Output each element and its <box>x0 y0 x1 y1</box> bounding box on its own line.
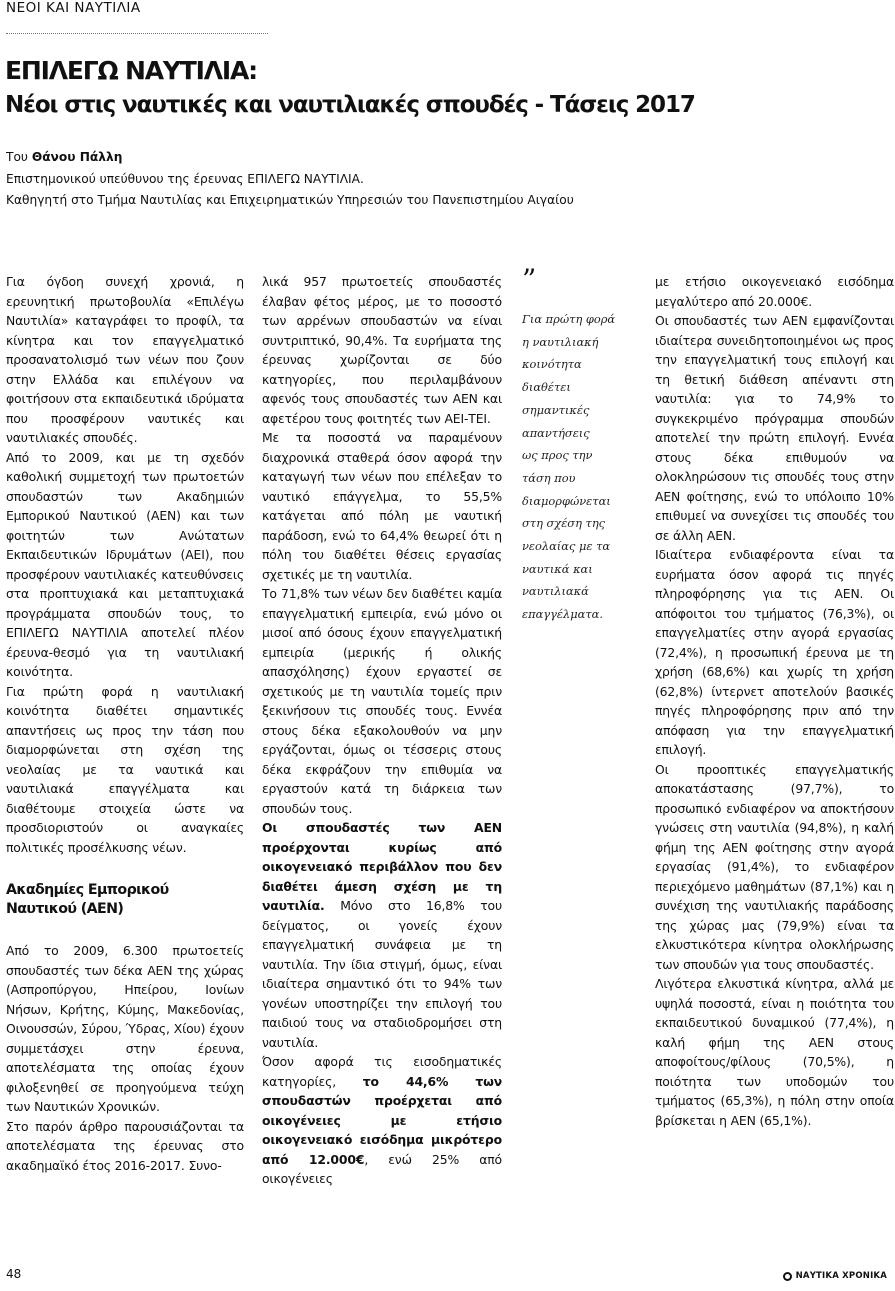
page-number: 48 <box>6 1267 22 1281</box>
pull-quote-line: η ναυτιλιακή <box>522 334 599 349</box>
bold-highlight: το 44,6% των σπουδαστών προέρχεται από οικογένειες με ετήσιο οικογενειακό εισόδημα μικρότερο από 12.000€ <box>262 1073 502 1167</box>
author-affiliation: Καθηγητή στο Τμήμα Ναυτιλίας και Επιχειρηματικών Υπηρεσιών του Πανεπιστημίου Αιγαίου <box>6 193 574 207</box>
pull-quote-line: τάση που <box>522 470 576 485</box>
paragraph-text: , ενώ 25% από οικογένειες <box>262 1151 502 1186</box>
paragraph: Με τα ποσοστά να παραμένουν διαχρονικά σταθερά όσον αφορά την καταγωγή των νέων που επέλεξαν το ναυτικό επάγγελμα, το 55,5% κατάγεται από πόλη με ναυτική παράδοση, ενώ το 64,4% θεωρεί ότι η πόλη του διαθέτει θέσεις εργασίας σχετικές με τη ναυτιλία. <box>262 430 502 582</box>
paragraph: Ιδιαίτερα ενδιαφέροντα είναι τα ευρήματα όσον αφορά τις πηγές πληροφόρησης για τις ΑΕΝ. Οι απόφοιτοι του τμήματος (76,3%), οι επαγγελματίες στην αγορά εργασίας (72,4%), η προσωπική έρευνα με τη χρήση (68,6%) και χωρίς τη χρήση (62,8%) ίντερνετ αποτελούν βασικές πηγές πληροφόρησης πριν από την απόφαση για την επαγγελματική επιλογή. <box>655 547 894 757</box>
magazine-logo-icon <box>783 1272 792 1281</box>
bold-highlight: Οι σπουδαστές των ΑΕΝ προέρχονται κυρίως από οικογενειακό περιβάλλον που δεν διαθέτει άμεση σχέση με τη ναυτιλία. <box>262 820 502 913</box>
text-column-2 <box>262 272 502 1189</box>
pull-quote-line: ναυτικά και <box>522 561 593 576</box>
paragraph-text: Όσον αφορά τις εισοδηματικές κατηγορίες, <box>262 1054 502 1089</box>
pull-quote-line: κοινότητα <box>522 357 582 372</box>
text-column-1 <box>6 272 244 1175</box>
paragraph: Οι προοπτικές επαγγελματικής αποκατάστασης (97,7%), το προσωπικό ενδιαφέρον να αποκτήσουν γνώσεις στη ναυτιλία (94,8%), η καλή φήμη της ΑΕΝ φοίτησης στην αγορά εργασίας (91,4%), το ενδιαφέρον περιεχόμενο μαθημάτων (87,1%) και η συνέχιση της ναυτιλιακής παράδοσης της χώρας μας (79,9%) είναι τα ελκυστικότερα κίνητρα ολοκλήρωσης των σπουδών για τους σπουδαστές. <box>655 761 894 972</box>
pull-quote <box>522 308 640 626</box>
byline <box>6 150 122 164</box>
pull-quote-line: απαντήσεις <box>522 425 590 440</box>
paragraph: Λιγότερα ελκυστικά κίνητρα, αλλά με υψηλά ποσοστά, είναι η ποιότητα του εκπαιδευτικού δυναμικού (77,4%), η καλή φήμη της ΑΕΝ στους αποφοίτους/φίλους (70,5%), η ποιότητα των υποδομών του τμήματος (65,3%), η πόλη στην οποία βρίσκεται η ΑΕΝ (65,1%). <box>655 976 894 1128</box>
subheading-line: Ναυτικού (ΑΕΝ) <box>6 901 124 917</box>
paragraph <box>262 1052 502 1189</box>
paragraph: με ετήσιο οικογενειακό εισόδημα μεγαλύτερο από 20.000€. <box>655 274 894 309</box>
pull-quote-line: ναυτιλιακά <box>522 584 589 599</box>
paragraph: Από το 2009, και με τη σχεδόν καθολική συμμετοχή των πρωτοετών σπουδαστών των Ακαδημιών Εμπορικού Ναυτικού (ΑΕΝ) και των φοιτητών των Ανώτατων Εκπαιδευτικών Ιδρυμάτων (ΑΕΙ), που προσφέρουν ναυτιλιακές κατευθύνσεις στα προπτυχιακά και μεταπτυχιακά προγράμματα σπουδών τους, το ΕΠΙΛΕΓΩ ΝΑΥΤΙΛΙΑ αποτελεί πλέον έρευνα-θεσμό για τη ναυτιλιακή κοινότητα. <box>6 449 244 679</box>
paragraph-text: Μόνο στο 16,8% του δείγματος, οι γονείς έχουν επαγγελματική συνάφεια με τη ναυτιλία. Την ίδια στιγμή, όμως, είναι ιδιαίτερα σημαντικό ότι το 94% των γονέων υποστηρίζει την επιλογή του παιδιού τους να σταδιοδρομήσει στη ναυτιλία. <box>262 898 502 1050</box>
section-header: ΝΕΟΙ ΚΑΙ ΝΑΥΤΙΛΙΑ <box>6 0 141 16</box>
author-name: Θάνου Πάλλη <box>31 150 123 164</box>
quote-mark-icon: ” <box>522 263 534 296</box>
header-divider <box>6 33 268 34</box>
paragraph: Για όγδοη συνεχή χρονιά, η ερευνητική πρωτοβουλία «Επιλέγω Ναυτιλία» καταγράφει το προφίλ, τα κίνητρα και τον επαγγελματικό προσανατολισμό των νέων που ζουν στην Ελλάδα και επιλέγουν να φοιτήσουν στα εκπαιδευτικά ιδρύματα που προσφέρουν ναυτικές και ναυτιλιακές σπουδές. <box>6 274 244 445</box>
text-column-4 <box>655 272 894 1130</box>
paragraph: Οι σπουδαστές των ΑΕΝ εμφανίζονται ιδιαίτερα συνειδητοποιημένοι ως προς την επαγγελματική τους επιλογή και τη θετική διάθεση απέναντι στη ναυτιλία: για το 74,9% το συγκεκριμένο πρόγραμμα σπουδών αποτελεί την πρώτη επιλογή. Εννέα στους δέκα επιθυμούν να ολοκληρώσουν τις σπουδές τους στην ΑΕΝ φοίτησης, ενώ το υπόλοιπο 10% επιθυμεί να συνεχίσει τις σπουδές του σε άλλη ΑΕΝ. <box>655 313 894 543</box>
article-subtitle: Νέοι στις ναυτικές και ναυτιλιακές σπουδές - Τάσεις 2017 <box>5 92 695 118</box>
pull-quote-line: διαμορφώνεται <box>522 493 611 508</box>
pull-quote-line: ως προς την <box>522 448 593 463</box>
section-subheading <box>6 881 244 919</box>
pull-quote-line: στη σχέση της <box>522 516 606 531</box>
pull-quote-line: σημαντικές <box>522 402 590 417</box>
paragraph: Το 71,8% των νέων δεν διαθέτει καμία επαγγελματική εμπειρία, ενώ μόνο οι μισοί από όσους έχουν επαγγελματική εμπειρία (μερικής ή ολικής απασχόλησης) έχουν εργαστεί σε σχετικούς με τη ναυτιλία τομείς πριν ξεκινήσουν τις σπουδές τους. Εννέα στους δέκα εξακολουθούν να μην εργάζονται, όμως οι τέσσερις στους δέκα εκφράζουν την επιθυμία να εργαστούν κατά τη διάρκεια των σπουδών τους. <box>262 586 502 816</box>
paragraph <box>262 818 502 1052</box>
magazine-name: ΝΑΥΤΙΚΑ ΧΡΟΝΙΚΑ <box>795 1271 887 1281</box>
paragraph: Για πρώτη φορά η ναυτιλιακή κοινότητα διαθέτει σημαντικές απαντήσεις ως προς την τάση που διαμορφώνεται στη σχέση της νεολαίας με τα ναυτικά και ναυτιλιακά επαγγέλματα και διαθέτουμε στοιχεία ώστε να προσδιοριστούν οι αναγκαίες πολιτικές προσέλκυσης νέων. <box>6 683 244 855</box>
author-role: Επιστημονικού υπεύθυνου της έρευνας ΕΠΙΛΕΓΩ ΝΑΥΤΙΛΙΑ. <box>6 172 364 186</box>
pull-quote-line: Για πρώτη φορά <box>522 312 616 326</box>
subheading-line: Ακαδημίες Εμπορικού <box>6 882 169 898</box>
byline-prefix: Του <box>6 150 32 164</box>
pull-quote-line: επαγγέλματα. <box>522 607 603 622</box>
magazine-brand <box>783 1271 887 1281</box>
article-title: ΕΠΙΛΕΓΩ ΝΑΥΤΙΛΙΑ: <box>5 56 257 85</box>
pull-quote-line: διαθέτει <box>522 380 571 395</box>
pull-quote-line: νεολαίας με τα <box>522 539 611 554</box>
paragraph: Από το 2009, 6.300 πρωτοετείς σπουδαστές των δέκα ΑΕΝ της χώρας (Ασπροπύργου, Ηπείρου, Ιονίων Νήσων, Κρήτης, Κύμης, Μακεδονίας, Οινουσσών, Σύρου, Ύδρας, Χίου) έχουν συμμετάσχει στην έρευνα, αποτελέσματα της οποίας έχουν φιλοξενηθεί σε προηγούμενα τεύχη των Ναυτικών Χρονικών. <box>6 943 244 1114</box>
paragraph: Στο παρόν άρθρο παρουσιάζονται τα αποτελέσματα της έρευνας στο ακαδημαϊκό έτος 2016-2017. Συνο- <box>6 1118 244 1173</box>
paragraph: λικά 957 πρωτοετείς σπουδαστές έλαβαν φέτος μέρος, με το ποσοστό των αρρένων σπουδαστών να είναι συντριπτικό, 90,4%. Τα ευρήματα της έρευνας χωρίζονται σε δύο κατηγορίες, που περιλαμβάνουν αφενός τους σπουδαστές των ΑΕΝ και αφετέρου τους φοιτητές των ΑΕΙ-ΤΕΙ. <box>262 274 502 426</box>
